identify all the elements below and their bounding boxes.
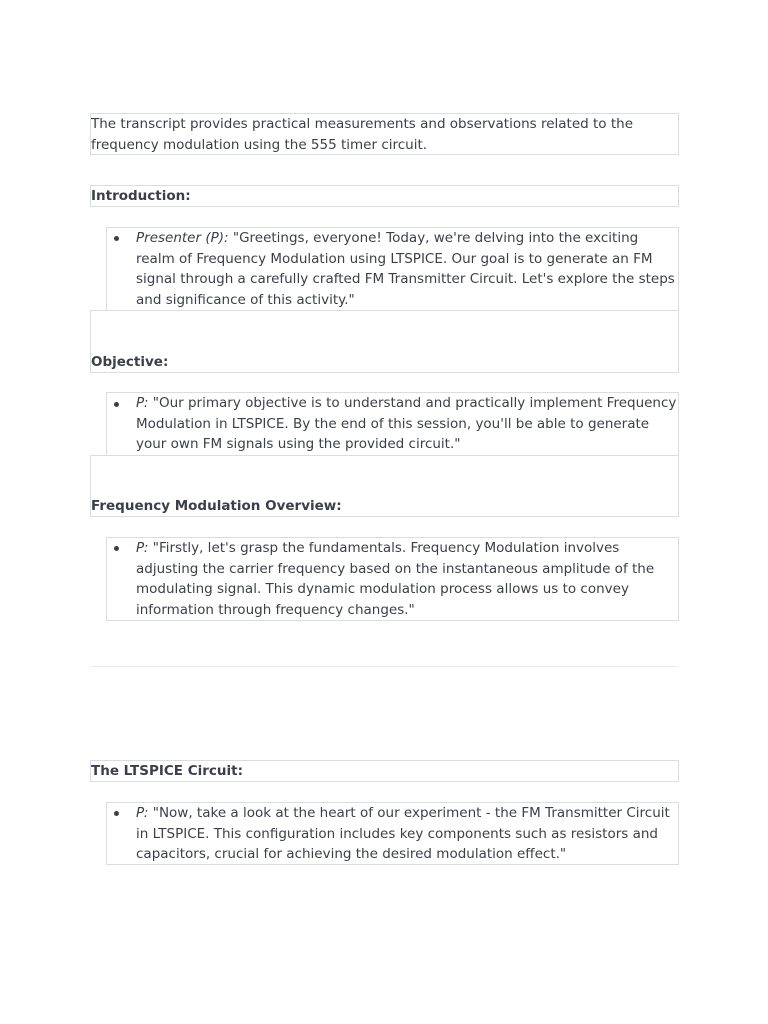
heading-introduction: Introduction: [91,188,191,204]
heading-objective-frame [90,310,679,373]
speaker-label: P: [136,805,149,821]
speaker-label: P: [136,540,149,556]
quote-text: "Firstly, let's grasp the fundamentals. Frequency Modulation involves adjusting the carrier frequency based on the instantaneous amplitude of the modulating signal. This dynamic modulation process allows us to convey information through frequency changes." [136,540,655,618]
bullet-dot [114,236,119,241]
quote-text: "Our primary objective is to understand and practically implement Frequency Modulation in LTSPICE. By the end of this session, you'll be able to generate your own FM signals using the provided circuit." [136,395,677,453]
heading-fm-overview: Frequency Modulation Overview: [91,498,342,514]
section-divider [91,666,678,667]
quote-text: "Now, take a look at the heart of our experiment - the FM Transmitter Circuit in LTSPICE. This configuration includes key components such as resistors and capacitors, crucial for achieving the desired modulation effect." [136,805,670,863]
heading-objective: Objective: [91,354,169,370]
bullet-ltspice [136,803,681,865]
bullet-objective [136,393,681,455]
bullet-fm-overview [136,538,681,620]
speaker-label: P: [136,395,149,411]
intro-paragraph: The transcript provides practical measurements and observations related to the frequency modulation using the 555 timer circuit. [91,116,634,153]
bullet-dot [114,402,119,407]
bullet-introduction [136,228,681,310]
bullet-dot [114,811,119,816]
bullet-dot [114,546,119,551]
speaker-label: Presenter (P): [136,230,229,246]
quote-text: "Greetings, everyone! Today, we're delving into the exciting realm of Frequency Modulation using LTSPICE. Our goal is to generate an FM signal through a carefully crafted FM Transmitter Circuit. Let's explore the steps and significance of this activity." [136,230,675,308]
heading-ltspice: The LTSPICE Circuit: [91,763,244,779]
